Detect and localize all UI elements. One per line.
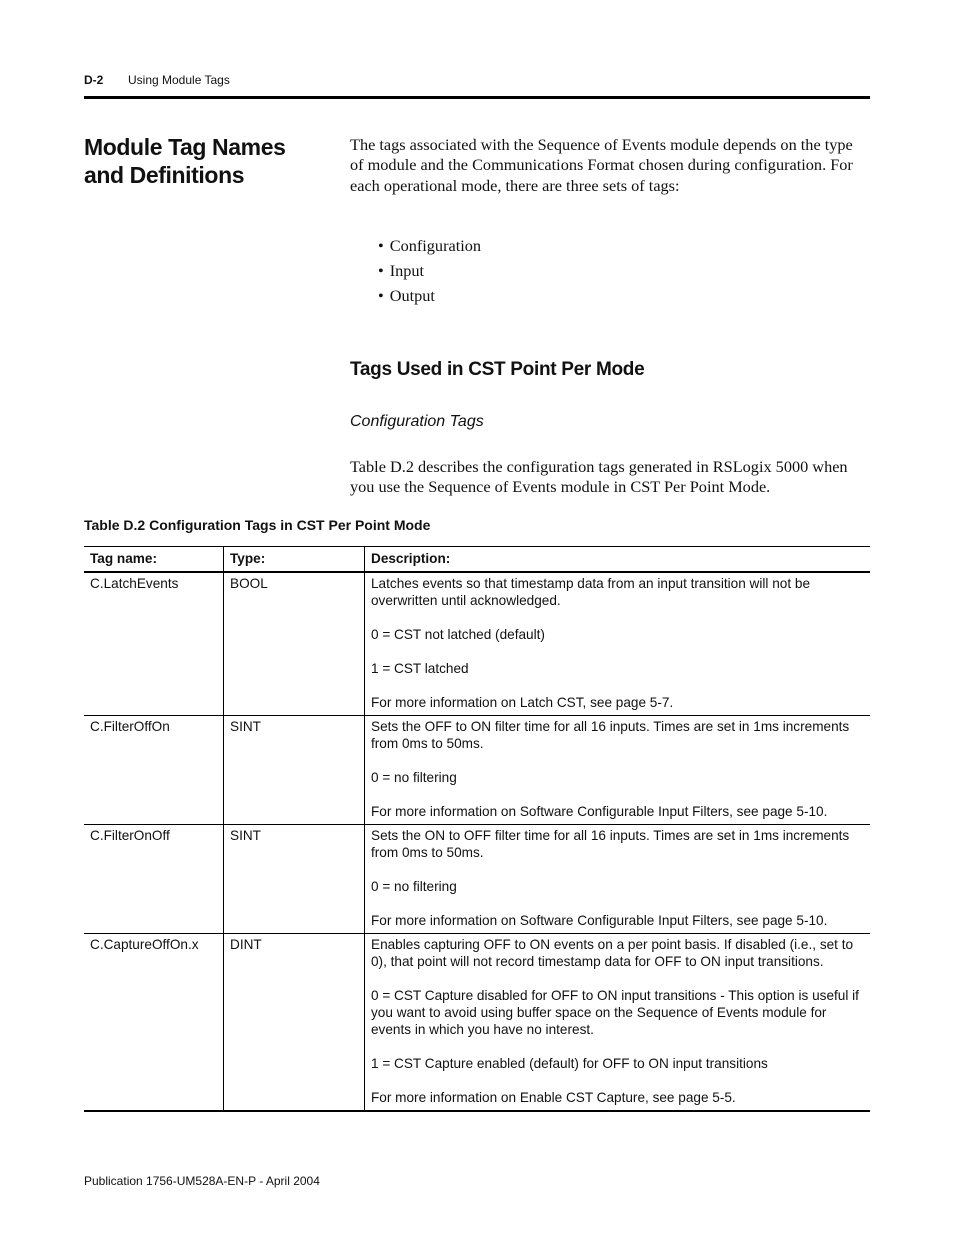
column-header: Description: [365, 547, 871, 573]
section-title: Module Tag Names and Definitions [84, 134, 286, 188]
table-row [84, 934, 870, 1112]
description-text: For more information on Software Configurable Input Filters, see page 5-10. [371, 804, 828, 819]
description-text: For more information on Enable CST Capture, see page 5-5. [371, 1090, 736, 1105]
intro-paragraph: The tags associated with the Sequence of Events module depends on the type of module and the Communications Format chosen during configuration. For each operational mode, there are three sets of tags: [350, 135, 853, 195]
description-text: Sets the OFF to ON filter time for all 16 inputs. Times are set in 1ms increments from 0ms to 50ms. [371, 719, 850, 751]
table-row [84, 572, 870, 716]
page-number: D-2 [84, 73, 104, 87]
description-text: For more information on Software Configurable Input Filters, see page 5-10. [371, 913, 828, 928]
column-header: Type: [224, 547, 365, 573]
table-row [84, 716, 870, 825]
table-header-row [84, 547, 870, 573]
list-item: • Input [378, 261, 481, 286]
list-item: • Configuration [378, 236, 481, 261]
type-cell: BOOL [224, 572, 365, 716]
description-text: 0 = no filtering [371, 879, 457, 894]
header-rule [84, 96, 870, 99]
description-text: Enables capturing OFF to ON events on a per point basis. If disabled (i.e., set to 0), that point will not record timestamp data for OFF to ON input transitions. [371, 937, 854, 969]
subsection-title: Tags Used in CST Point Per Mode [350, 359, 645, 380]
description-text: 0 = no filtering [371, 770, 457, 785]
description-text: Sets the ON to OFF filter time for all 16 inputs. Times are set in 1ms increments from 0ms to 50ms. [371, 828, 850, 860]
description-text: 1 = CST latched [371, 661, 469, 676]
column-header: Tag name: [84, 547, 224, 573]
description-cell [365, 572, 871, 716]
running-title: Using Module Tags [128, 73, 230, 87]
config-tags-table [84, 546, 870, 1112]
description-text: 0 = CST Capture disabled for OFF to ON input transitions - This option is useful if you want to avoid using buffer space on the Sequence of Events module for events in which you have no interest. [371, 988, 859, 1037]
table-intro-paragraph: Table D.2 describes the configuration tags generated in RSLogix 5000 when you use the Sequence of Events module in CST Per Point Mode. [350, 457, 848, 497]
table-row [84, 825, 870, 934]
tag-sets-list [378, 236, 481, 311]
tag-name-cell: C.FilterOffOn [84, 716, 224, 825]
description-text: Latches events so that timestamp data from an input transition will not be overwritten until acknowledged. [371, 576, 811, 608]
type-cell: SINT [224, 825, 365, 934]
description-cell [365, 934, 871, 1112]
tag-name-cell: C.CaptureOffOn.x [84, 934, 224, 1112]
running-header [84, 73, 230, 87]
type-cell: SINT [224, 716, 365, 825]
publication-footer: Publication 1756-UM528A-EN-P - April 2004 [84, 1174, 320, 1188]
table-caption: Table D.2 Configuration Tags in CST Per Point Mode [84, 517, 431, 533]
tag-name-cell: C.FilterOnOff [84, 825, 224, 934]
description-text: 1 = CST Capture enabled (default) for OFF to ON input transitions [371, 1056, 768, 1071]
type-cell: DINT [224, 934, 365, 1112]
description-text: For more information on Latch CST, see page 5-7. [371, 695, 674, 710]
tag-name-cell: C.LatchEvents [84, 572, 224, 716]
description-cell [365, 825, 871, 934]
subsubsection-title: Configuration Tags [350, 413, 484, 430]
description-text: 0 = CST not latched (default) [371, 627, 545, 642]
description-cell [365, 716, 871, 825]
list-item: • Output [378, 286, 481, 311]
